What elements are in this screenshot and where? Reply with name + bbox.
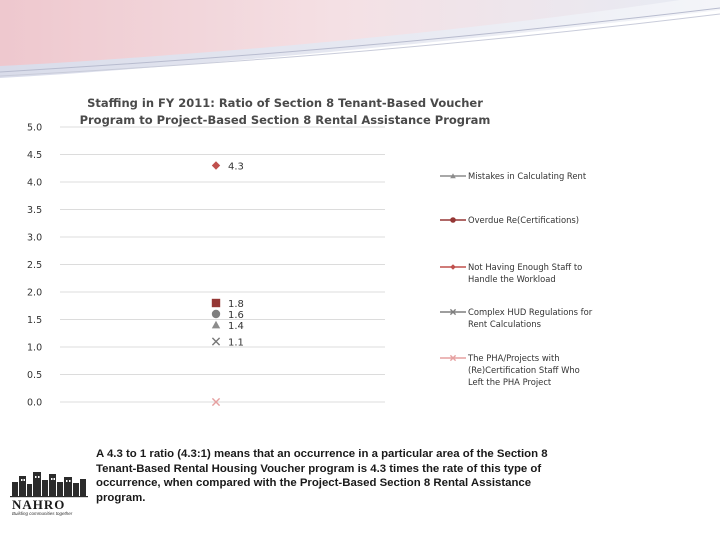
legend-label: Rent Calculations [468,319,541,329]
legend-label: Left the PHA Project [468,377,552,387]
legend-label: Mistakes in Calculating Rent [468,171,587,181]
legend-label: Handle the Workload [468,274,556,284]
legend-label: Overdue Re(Certifications) [468,215,580,225]
legend-item [440,215,579,225]
y-tick-label: 5.0 [27,122,43,134]
legend-marker [450,217,456,223]
ratio-explanation-note: A 4.3 to 1 ratio (4.3:1) means that an occurrence in a particular area of the Section 8 Tenant-Based Rental Housing Voucher program is 4.3 times the rate of this type of occurrence, when compared with the Project-Based Section 8 Rental Assistance program. [96,448,548,504]
y-tick-label: 4.5 [27,150,43,161]
y-tick-label: 1.0 [27,342,43,354]
legend-label: Complex HUD Regulations for [468,307,593,317]
logo-wordmark: NAHRO [12,497,66,512]
y-tick-label: 0.0 [27,397,43,409]
y-tick-label: 1.5 [27,315,43,326]
y-axis [27,123,385,409]
legend [440,171,593,387]
legend-marker [450,264,456,270]
data-point [212,321,220,329]
legend-label: (Re)Certification Staff Who [468,365,580,375]
legend-label: The PHA/Projects with [468,353,560,363]
y-tick-label: 2.5 [27,260,43,271]
data-point [212,310,220,318]
chart-title: Staffing in FY 2011: Ratio of Section 8 Tenant-Based Voucher Program to Project-Based Section 8 Rental Assistance Program [79,96,491,127]
y-tick-label: 2.0 [27,287,43,299]
logo-tagline: Building communities together [12,511,73,516]
data-label: 1.4 [228,321,244,332]
data-point [212,161,220,169]
y-tick-label: 3.5 [27,205,43,216]
data-point [212,299,220,307]
data-label: 1.6 [228,310,244,321]
y-tick-label: 3.0 [27,232,43,244]
legend-item [440,353,580,387]
legend-item [440,307,593,329]
legend-item [440,262,582,284]
legend-item [440,171,587,181]
data-marks [212,161,244,405]
data-label: 1.1 [228,337,244,349]
y-tick-label: 4.0 [27,177,43,189]
legend-label: Not Having Enough Staff to [468,262,583,272]
data-label: 4.3 [228,161,244,173]
data-point [212,338,219,345]
y-tick-label: 0.5 [27,370,43,381]
data-label: 1.8 [228,299,244,310]
